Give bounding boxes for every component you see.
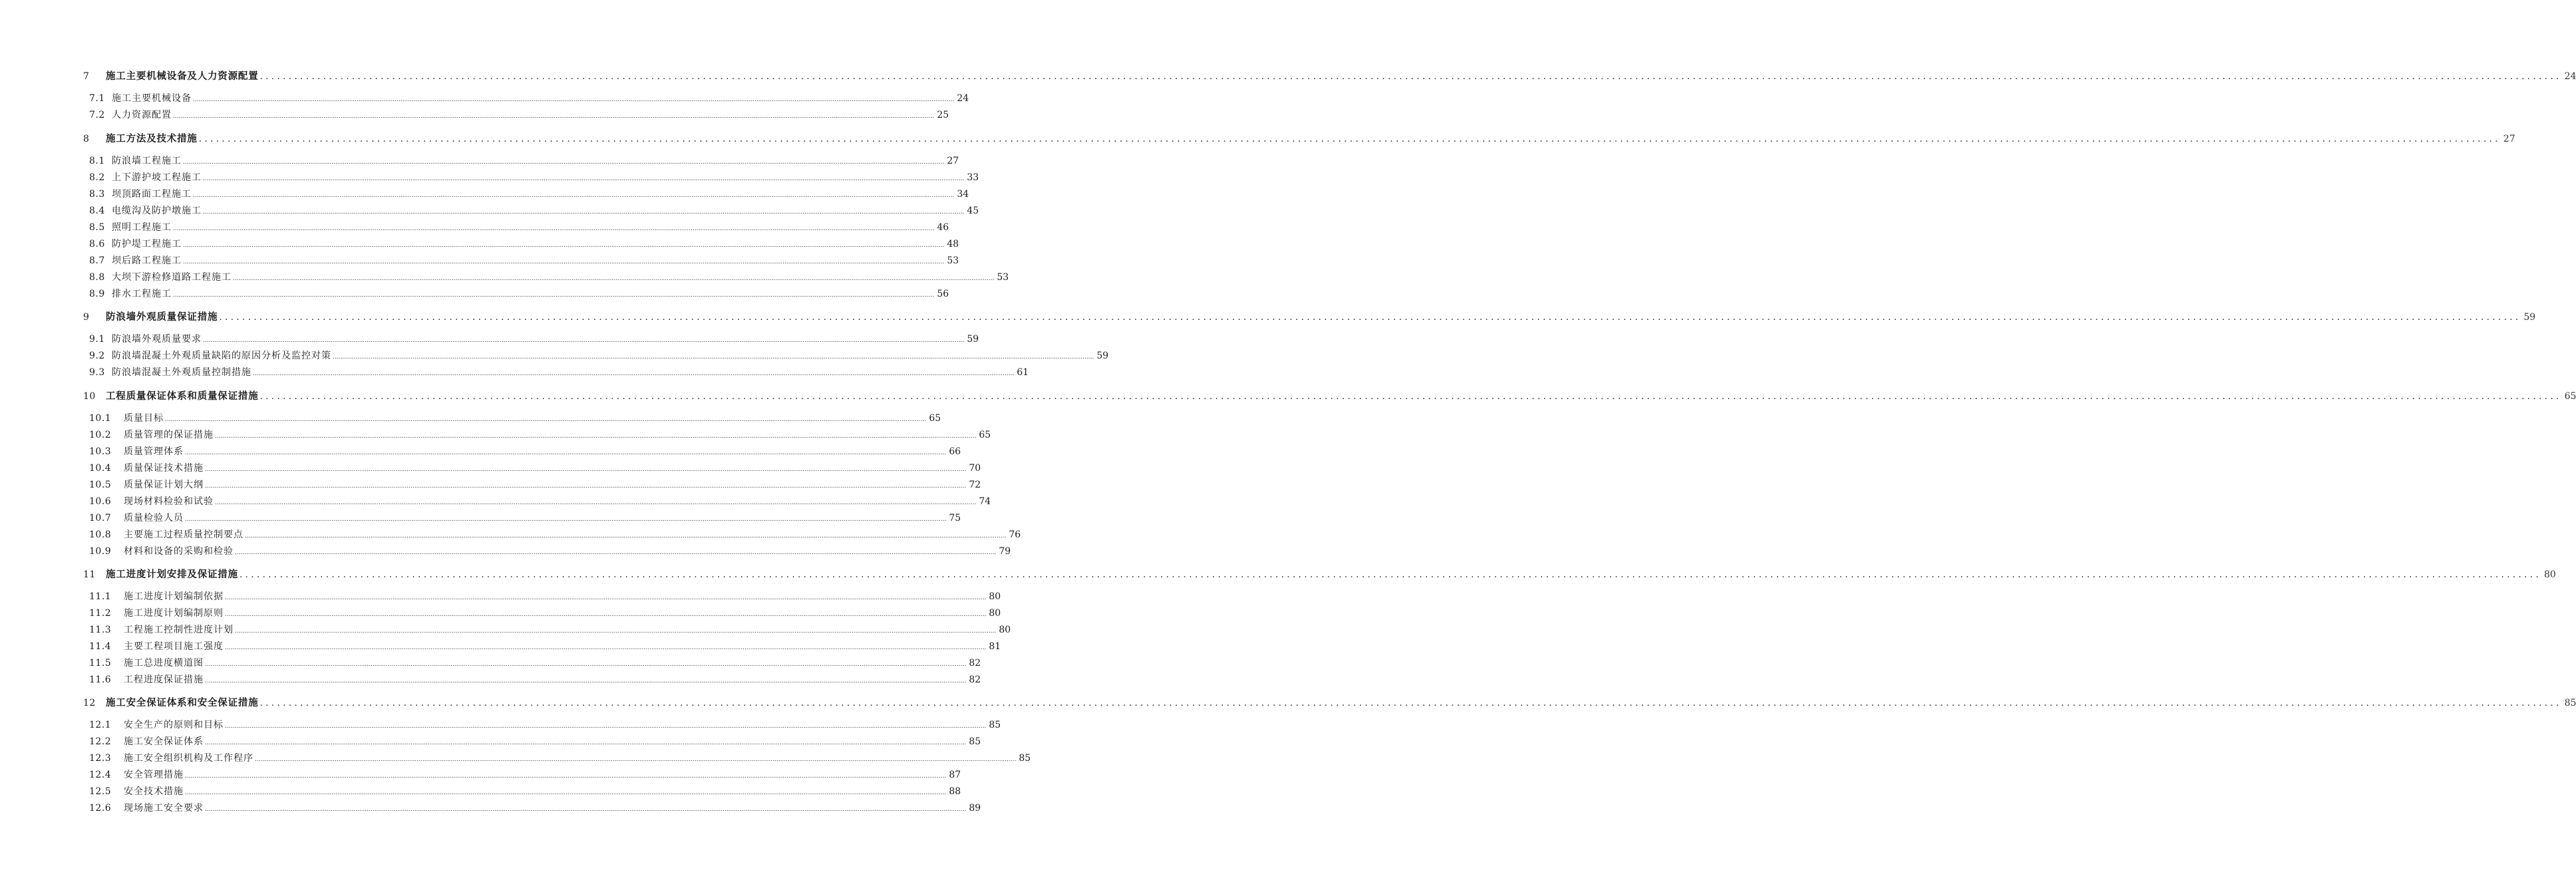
toc-entry-title: 质量管理体系 bbox=[124, 446, 184, 457]
toc-chapter-entry[interactable] bbox=[83, 69, 2576, 82]
toc-entry-number: 10.9 bbox=[89, 546, 112, 557]
toc-section-entry[interactable] bbox=[89, 287, 949, 300]
toc-entry-number: 12.5 bbox=[89, 786, 112, 797]
toc-entry-title: 施工总进度横道图 bbox=[124, 658, 204, 669]
toc-entry-number: 10.5 bbox=[89, 480, 112, 490]
toc-page-number: 48 bbox=[947, 239, 959, 249]
toc-dot-leader: ................................................................................................................................................................................................................................................................................................................................................................................................................ bbox=[185, 773, 947, 780]
toc-page-number: 80 bbox=[989, 608, 1001, 619]
toc-section-entry[interactable] bbox=[89, 170, 979, 184]
toc-entry-title: 施工进度计划安排及保证措施 bbox=[106, 569, 238, 580]
toc-entry-number: 8.4 bbox=[89, 206, 105, 216]
toc-page-number: 53 bbox=[997, 272, 1009, 283]
toc-entry-title: 施工主要机械设备 bbox=[112, 93, 192, 104]
toc-page-number: 59 bbox=[2523, 312, 2536, 323]
toc-section-entry[interactable] bbox=[89, 187, 969, 200]
toc-entry-number: 12 bbox=[83, 698, 96, 708]
toc-dot-leader: ................................................................................................................................................................................................................................................................................................................................................................................................................ bbox=[259, 391, 2562, 402]
toc-chapter-entry[interactable] bbox=[83, 309, 2536, 323]
toc-page-number: 76 bbox=[1009, 529, 1021, 540]
toc-entry-title: 现场施工安全要求 bbox=[124, 803, 204, 814]
toc-section-entry[interactable] bbox=[89, 589, 1001, 603]
toc-dot-leader: ................................................................................................................................................................................................................................................................................................................................................................................................................ bbox=[203, 209, 965, 216]
toc-section-entry[interactable] bbox=[89, 672, 981, 686]
toc-page-number: 85 bbox=[969, 736, 981, 747]
toc-entry-number: 10.7 bbox=[89, 513, 112, 523]
toc-entry-title: 工程施工控制性进度计划 bbox=[124, 625, 234, 635]
toc-page-number: 66 bbox=[949, 446, 961, 457]
toc-entry-number: 10.3 bbox=[89, 446, 112, 457]
toc-dot-leader: ................................................................................................................................................................................................................................................................................................................................................................................................................ bbox=[235, 628, 997, 635]
toc-page-number: 65 bbox=[929, 413, 941, 424]
toc-entry-number: 12.4 bbox=[89, 770, 112, 780]
toc-section-entry[interactable] bbox=[89, 606, 1001, 619]
toc-entry-title: 施工安全保证体系 bbox=[124, 736, 204, 747]
toc-page-number: 24 bbox=[957, 93, 969, 104]
toc-dot-leader: ................................................................................................................................................................................................................................................................................................................................................................................................................ bbox=[185, 790, 947, 796]
toc-section-entry[interactable] bbox=[89, 91, 969, 104]
toc-entry-title: 主要工程项目施工强度 bbox=[124, 641, 224, 652]
toc-dot-leader: ................................................................................................................................................................................................................................................................................................................................................................................................................ bbox=[183, 242, 945, 249]
toc-entry-title: 电缆沟及防护墩施工 bbox=[112, 206, 202, 216]
toc-dot-leader: ................................................................................................................................................................................................................................................................................................................................................................................................................ bbox=[198, 134, 2501, 144]
toc-entry-title: 防浪墙工程施工 bbox=[112, 156, 182, 166]
toc-section-entry[interactable] bbox=[89, 428, 991, 441]
toc-dot-leader: ................................................................................................................................................................................................................................................................................................................................................................................................................ bbox=[259, 698, 2562, 708]
toc-dot-leader: ................................................................................................................................................................................................................................................................................................................................................................................................................ bbox=[215, 500, 977, 506]
toc-entry-title: 防浪墙外观质量要求 bbox=[112, 334, 202, 345]
toc-section-entry[interactable] bbox=[89, 154, 959, 167]
toc-page-number: 59 bbox=[967, 334, 979, 345]
toc-section-entry[interactable] bbox=[89, 253, 959, 267]
toc-chapter-entry[interactable] bbox=[83, 131, 2515, 145]
toc-entry-title: 质量保证技术措施 bbox=[124, 463, 204, 474]
toc-dot-leader: ................................................................................................................................................................................................................................................................................................................................................................................................................ bbox=[205, 806, 967, 813]
toc-entry-title: 材料和设备的采购和检验 bbox=[124, 546, 234, 557]
toc-entry-title: 质量目标 bbox=[124, 413, 164, 424]
toc-entry-number: 10.2 bbox=[89, 430, 112, 440]
toc-entry-number: 8.9 bbox=[89, 289, 105, 299]
toc-section-entry[interactable] bbox=[89, 237, 959, 250]
toc-dot-leader: ................................................................................................................................................................................................................................................................................................................................................................................................................ bbox=[239, 569, 2541, 580]
toc-page-number: 85 bbox=[2564, 698, 2576, 708]
toc-entry-number: 8.2 bbox=[89, 172, 105, 183]
toc-page-number: 33 bbox=[967, 172, 979, 183]
toc-entry-title: 安全生产的原则和目标 bbox=[124, 720, 224, 730]
toc-entry-title: 照明工程施工 bbox=[112, 222, 172, 233]
toc-dot-leader: ................................................................................................................................................................................................................................................................................................................................................................................................................ bbox=[225, 611, 987, 618]
toc-entry-title: 质量保证计划大纲 bbox=[124, 480, 204, 490]
toc-entry-number: 9 bbox=[83, 312, 90, 323]
toc-section-entry[interactable] bbox=[89, 768, 961, 781]
toc-entry-title: 施工主要机械设备及人力资源配置 bbox=[106, 71, 259, 82]
toc-entry-title: 防护堤工程施工 bbox=[112, 239, 182, 249]
toc-page-number: 25 bbox=[937, 110, 949, 120]
toc-entry-number: 8.7 bbox=[89, 255, 105, 266]
toc-page-number: 24 bbox=[2564, 71, 2576, 82]
toc-entry-number: 10.1 bbox=[89, 413, 112, 424]
toc-entry-title: 质量检验人员 bbox=[124, 513, 184, 523]
toc-entry-title: 坝后路工程施工 bbox=[112, 255, 182, 266]
toc-section-entry[interactable] bbox=[89, 478, 981, 491]
toc-page-number: 79 bbox=[999, 546, 1011, 557]
toc-page-number: 65 bbox=[979, 430, 991, 440]
toc-dot-leader: ................................................................................................................................................................................................................................................................................................................................................................................................................ bbox=[205, 678, 967, 684]
toc-entry-title: 质量管理的保证措施 bbox=[124, 430, 214, 440]
toc-section-entry[interactable] bbox=[89, 656, 981, 669]
toc-entry-title: 大坝下游检修道路工程施工 bbox=[112, 272, 232, 283]
toc-page-number: 82 bbox=[969, 658, 981, 669]
toc-entry-number: 10.8 bbox=[89, 529, 112, 540]
toc-dot-leader: ................................................................................................................................................................................................................................................................................................................................................................................................................ bbox=[183, 259, 945, 265]
toc-dot-leader: ................................................................................................................................................................................................................................................................................................................................................................................................................ bbox=[205, 466, 967, 473]
toc-page-number: 46 bbox=[937, 222, 949, 233]
toc-dot-leader: ................................................................................................................................................................................................................................................................................................................................................................................................................ bbox=[233, 275, 995, 282]
toc-page-number: 85 bbox=[989, 720, 1001, 730]
toc-section-entry[interactable] bbox=[89, 511, 961, 524]
toc-dot-leader: ................................................................................................................................................................................................................................................................................................................................................................................................................ bbox=[225, 723, 987, 730]
toc-dot-leader: ................................................................................................................................................................................................................................................................................................................................................................................................................ bbox=[253, 371, 1015, 377]
toc-section-entry[interactable] bbox=[89, 220, 949, 233]
toc-page-number: 75 bbox=[949, 513, 961, 523]
toc-page-number: 87 bbox=[949, 770, 961, 780]
toc-entry-number: 8.8 bbox=[89, 272, 105, 283]
toc-section-entry[interactable] bbox=[89, 734, 981, 748]
toc-entry-title: 人力资源配置 bbox=[112, 110, 172, 120]
toc-dot-leader: ................................................................................................................................................................................................................................................................................................................................................................................................................ bbox=[205, 483, 967, 490]
toc-entry-number: 11.5 bbox=[89, 658, 112, 669]
toc-page-number: 80 bbox=[989, 591, 1001, 602]
toc-entry-number: 10.6 bbox=[89, 496, 112, 507]
toc-page-number: 61 bbox=[1017, 367, 1029, 378]
toc-dot-leader: ................................................................................................................................................................................................................................................................................................................................................................................................................ bbox=[185, 516, 947, 523]
toc-page-number: 56 bbox=[937, 289, 949, 299]
toc-dot-leader: ................................................................................................................................................................................................................................................................................................................................................................................................................ bbox=[259, 71, 2562, 82]
toc-dot-leader: ................................................................................................................................................................................................................................................................................................................................................................................................................ bbox=[333, 354, 1094, 361]
toc-section-entry[interactable] bbox=[89, 332, 979, 345]
toc-page-number: 34 bbox=[957, 189, 969, 200]
toc-page-number: 74 bbox=[979, 496, 991, 507]
toc-dot-leader: ................................................................................................................................................................................................................................................................................................................................................................................................................ bbox=[203, 337, 965, 344]
toc-section-entry[interactable] bbox=[89, 270, 1009, 283]
toc-entry-title: 施工进度计划编制原则 bbox=[124, 608, 224, 619]
toc-entry-title: 施工进度计划编制依据 bbox=[124, 591, 224, 602]
toc-entry-number: 12.1 bbox=[89, 720, 112, 730]
toc-page-number: 72 bbox=[969, 480, 981, 490]
toc-section-entry[interactable] bbox=[89, 204, 979, 217]
toc-entry-title: 现场材料检验和试验 bbox=[124, 496, 214, 507]
toc-entry-title: 施工安全保证体系和安全保证措施 bbox=[106, 698, 259, 708]
toc-page-number: 45 bbox=[967, 206, 979, 216]
toc-dot-leader: ................................................................................................................................................................................................................................................................................................................................................................................................................ bbox=[235, 549, 997, 556]
toc-entry-title: 主要施工过程质量控制要点 bbox=[124, 529, 243, 540]
toc-entry-title: 施工安全组织机构及工作程序 bbox=[124, 753, 253, 764]
toc-chapter-entry[interactable] bbox=[83, 388, 2576, 402]
toc-dot-leader: ................................................................................................................................................................................................................................................................................................................................................................................................................ bbox=[185, 450, 947, 456]
toc-entry-title: 上下游护坡工程施工 bbox=[112, 172, 202, 183]
toc-entry-title: 工程进度保证措施 bbox=[124, 674, 204, 685]
toc-page-number: 27 bbox=[947, 156, 959, 166]
toc-section-entry[interactable] bbox=[89, 494, 991, 508]
toc-section-entry[interactable] bbox=[89, 801, 981, 814]
toc-page-number: 59 bbox=[1096, 351, 1109, 361]
toc-entry-number: 10.4 bbox=[89, 463, 112, 474]
toc-section-entry[interactable] bbox=[89, 623, 1011, 636]
toc-entry-number: 9.1 bbox=[89, 334, 105, 345]
toc-section-entry[interactable] bbox=[89, 639, 1001, 653]
toc-entry-number: 9.3 bbox=[89, 367, 105, 378]
toc-entry-title: 防浪墙混凝土外观质量缺陷的原因分析及监控对策 bbox=[112, 351, 331, 361]
toc-section-entry[interactable] bbox=[89, 751, 1031, 764]
toc-section-entry[interactable] bbox=[89, 365, 1029, 378]
toc-entry-title: 工程质量保证体系和质量保证措施 bbox=[106, 391, 259, 402]
toc-section-entry[interactable] bbox=[89, 411, 941, 424]
toc-page-number: 81 bbox=[989, 641, 1001, 652]
toc-entry-number: 11.1 bbox=[89, 591, 112, 602]
toc-dot-leader: ................................................................................................................................................................................................................................................................................................................................................................................................................ bbox=[165, 416, 927, 423]
toc-section-entry[interactable] bbox=[89, 544, 1011, 557]
toc-page-number: 80 bbox=[999, 625, 1011, 635]
toc-section-entry[interactable] bbox=[89, 349, 1109, 362]
toc-entry-number: 7.2 bbox=[89, 110, 105, 120]
toc-page-number: 88 bbox=[949, 786, 961, 797]
toc-page-number: 80 bbox=[2543, 569, 2556, 580]
toc-dot-leader: ................................................................................................................................................................................................................................................................................................................................................................................................................ bbox=[205, 661, 967, 668]
toc-chapter-entry[interactable] bbox=[83, 695, 2576, 709]
toc-section-entry[interactable] bbox=[89, 461, 981, 474]
toc-entry-number: 11.3 bbox=[89, 625, 112, 635]
toc-section-entry[interactable] bbox=[89, 527, 1021, 541]
toc-dot-leader: ................................................................................................................................................................................................................................................................................................................................................................................................................ bbox=[173, 113, 935, 120]
toc-entry-number: 12.3 bbox=[89, 753, 112, 764]
toc-entry-title: 防浪墙混凝土外观质量控制措施 bbox=[112, 367, 251, 378]
toc-section-entry[interactable] bbox=[89, 444, 961, 458]
toc-dot-leader: ................................................................................................................................................................................................................................................................................................................................................................................................................ bbox=[255, 756, 1017, 763]
toc-entry-number: 8.1 bbox=[89, 156, 105, 166]
toc-entry-number: 11 bbox=[83, 569, 96, 580]
toc-entry-number: 11.4 bbox=[89, 641, 112, 652]
toc-dot-leader: ................................................................................................................................................................................................................................................................................................................................................................................................................ bbox=[203, 176, 965, 182]
toc-dot-leader: ................................................................................................................................................................................................................................................................................................................................................................................................................ bbox=[225, 645, 987, 651]
toc-entry-number: 7.1 bbox=[89, 93, 105, 104]
toc-dot-leader: ................................................................................................................................................................................................................................................................................................................................................................................................................ bbox=[215, 433, 977, 440]
toc-entry-number: 11.6 bbox=[89, 674, 112, 685]
toc-section-entry[interactable] bbox=[89, 718, 1001, 731]
toc-page-number: 89 bbox=[969, 803, 981, 814]
toc-entry-title: 坝顶路面工程施工 bbox=[112, 189, 192, 200]
toc-entry-title: 防浪墙外观质量保证措施 bbox=[106, 312, 218, 323]
toc-page-number: 70 bbox=[969, 463, 981, 474]
toc-dot-leader: ................................................................................................................................................................................................................................................................................................................................................................................................................ bbox=[245, 533, 1007, 539]
toc-entry-title: 安全技术措施 bbox=[124, 786, 184, 797]
toc-entry-number: 12.6 bbox=[89, 803, 112, 814]
toc-entry-number: 7 bbox=[83, 71, 90, 82]
toc-entry-number: 8 bbox=[83, 134, 90, 144]
toc-entry-number: 8.3 bbox=[89, 189, 105, 200]
toc-dot-leader: ................................................................................................................................................................................................................................................................................................................................................................................................................ bbox=[173, 292, 935, 299]
toc-entry-number: 11.2 bbox=[89, 608, 112, 619]
toc-entry-number: 8.5 bbox=[89, 222, 105, 233]
toc-dot-leader: ................................................................................................................................................................................................................................................................................................................................................................................................................ bbox=[219, 312, 2521, 323]
toc-entry-title: 排水工程施工 bbox=[112, 289, 172, 299]
toc-page-number: 85 bbox=[1019, 753, 1031, 764]
toc-dot-leader: ................................................................................................................................................................................................................................................................................................................................................................................................................ bbox=[193, 96, 955, 103]
toc-entry-title: 安全管理措施 bbox=[124, 770, 184, 780]
toc-section-entry[interactable] bbox=[89, 784, 961, 798]
toc-page-number: 53 bbox=[947, 255, 959, 266]
toc-entry-number: 9.2 bbox=[89, 351, 105, 361]
toc-entry-number: 10 bbox=[83, 391, 96, 402]
toc-chapter-entry[interactable] bbox=[83, 567, 2556, 581]
toc-entry-number: 12.2 bbox=[89, 736, 112, 747]
toc-entry-title: 施工方法及技术措施 bbox=[106, 134, 198, 144]
toc-dot-leader: ................................................................................................................................................................................................................................................................................................................................................................................................................ bbox=[193, 192, 955, 199]
toc-section-entry[interactable] bbox=[89, 108, 949, 121]
toc-page-number: 82 bbox=[969, 674, 981, 685]
toc-entry-number: 8.6 bbox=[89, 239, 105, 249]
toc-page-number: 27 bbox=[2503, 134, 2515, 144]
toc-dot-leader: ................................................................................................................................................................................................................................................................................................................................................................................................................ bbox=[173, 225, 935, 232]
toc-dot-leader: ................................................................................................................................................................................................................................................................................................................................................................................................................ bbox=[205, 740, 967, 746]
toc-dot-leader: ................................................................................................................................................................................................................................................................................................................................................................................................................ bbox=[183, 159, 945, 166]
toc-page-number: 65 bbox=[2564, 391, 2576, 402]
toc-dot-leader: ................................................................................................................................................................................................................................................................................................................................................................................................................ bbox=[225, 595, 987, 601]
